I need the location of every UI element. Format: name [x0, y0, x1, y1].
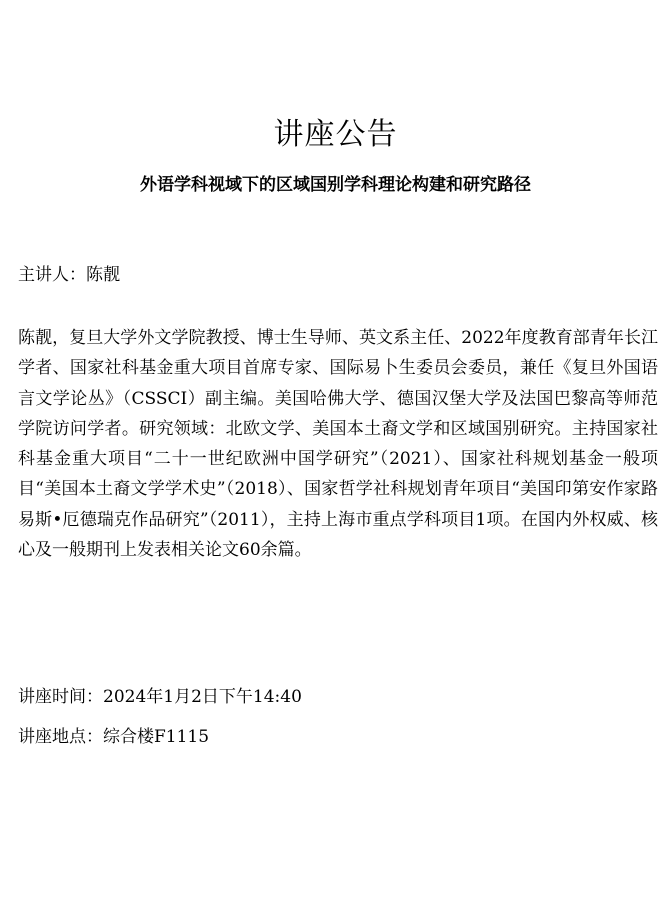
lecture-time-value: 2024年1月2日下午14:40: [103, 687, 302, 707]
presenter-label: 主讲人：: [18, 265, 86, 285]
presenter-line: [18, 262, 120, 288]
presenter-bio: 陈靓，复旦大学外文学院教授、博士生导师、英文系主任、2022年度教育部青年长江学者、国家社科基金重大项目首席专家、国际易卜生委员会委员，兼任《复旦外国语言文学论丛》（CSSCI）副主编。美国哈佛大学、德国汉堡大学及法国巴黎高等师范学院访问学者。研究领域：北欧文学、美国本土裔文学和区域国别研究。主持国家社科基金重大项目“二十一世纪欧洲中国学研究”（2021）、国家社科规划基金一般项目“美国本土裔文学学术史”（2018）、国家哲学社科规划青年项目“美国印第安作家路易斯•厄德瑞克作品研究”（2011），主持上海市重点学科项目1项。在国内外权威、核心及一般期刊上发表相关论文60余篇。: [18, 328, 658, 561]
page-title: 讲座公告: [273, 117, 398, 152]
lecture-time-line: [18, 684, 302, 710]
lecture-place-value: 综合楼F1115: [103, 727, 210, 747]
presenter-name: 陈靓: [86, 265, 120, 285]
lecture-subtitle: 外语学科视域下的区域国别学科理论构建和研究路径: [140, 175, 531, 195]
lecture-place-label: 讲座地点：: [18, 727, 103, 747]
lecture-time-label: 讲座时间：: [18, 687, 103, 707]
lecture-place-line: [18, 724, 209, 750]
